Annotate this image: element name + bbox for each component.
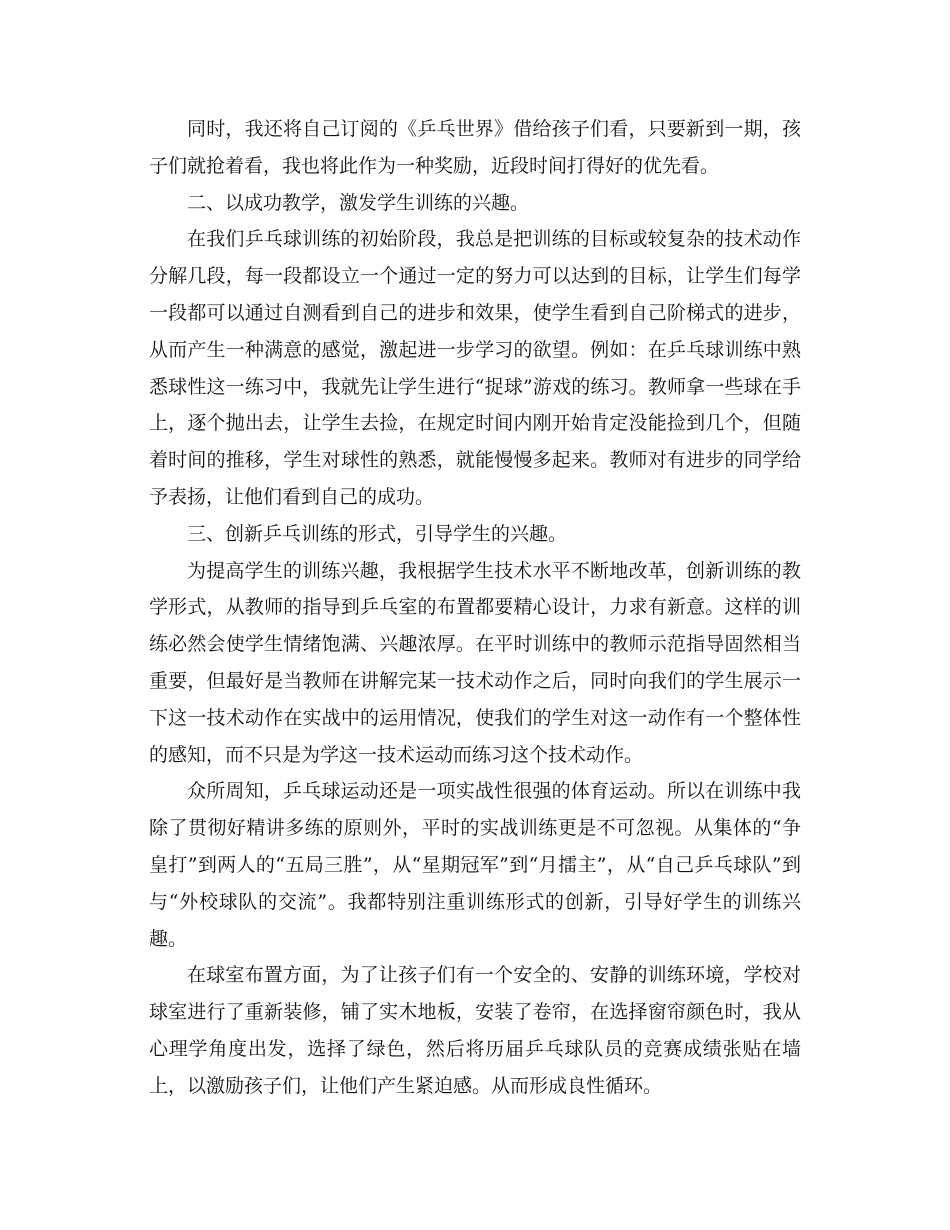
paragraph-room-layout: 在球室布置方面，为了让孩子们有一个安全的、安静的训练环境，学校对球室进行了重新装修，铺了实木地板，安装了卷帘，在选择窗帘颜色时，我从心理学角度出发，选择了绿色，然后将历届乒乓球队员的竞赛成绩张贴在墙上，以激励孩子们，让他们产生紧迫感。从而形成良性循环。 xyxy=(149,964,801,1097)
section-heading-2: 二、以成功教学，激发学生训练的兴趣。 xyxy=(187,191,530,214)
paragraph-training-forms: 为提高学生的训练兴趣，我根据学生技术水平不断地改革，创新训练的教学形式，从教师的指导到乒乓室的布置都要精心设计，力求有新意。这样的训练必然会使学生情绪饱满、兴趣浓厚。在平时训练中的教师示范指导固然相当重要，但最好是当教师在讲解完某一技术动作之后，同时向我们的学生展示一下这一技术动作在实战中的运用情况，使我们的学生对这一动作有一个整体性的感知，而不只是为学这一技术运动而练习这个技术动作。 xyxy=(149,559,801,766)
paragraph-reading-reward: 同时，我还将自己订阅的《乒乓世界》借给孩子们看，只要新到一期，孩子们就抢着看，我也将此作为一种奖励，近段时间打得好的优先看。 xyxy=(149,118,801,177)
document-body xyxy=(149,111,801,1105)
paragraph-practical-training: 众所周知，乒乓球运动还是一项实战性很强的体育运动。所以在训练中我除了贯彻好精讲多练的原则外，平时的实战训练更是不可忽视。从集体的“争皇打”到两人的“五局三胜”，从“星期冠军”到“月擂主”，从“自己乒乓球队”到与“外校球队的交流”。我都特别注重训练形式的创新，引导好学生的训练兴趣。 xyxy=(149,780,801,950)
section-heading-3: 三、创新乒乓训练的形式，引导学生的兴趣。 xyxy=(187,522,568,545)
paragraph-success-teaching: 在我们乒乓球训练的初始阶段，我总是把训练的目标或较复杂的技术动作分解几段，每一段都设立一个通过一定的努力可以达到的目标，让学生们每学一段都可以通过自测看到自己的进步和效果，使学生看到自己阶梯式的进步，从而产生一种满意的感觉，激起进一步学习的欲望。例如：在乒乓球训练中熟悉球性这一练习中，我就先让学生进行“捉球”游戏的练习。教师拿一些球在手上，逐个抛出去，让学生去捡，在规定时间内刚开始肯定没能捡到几个，但随着时间的推移，学生对球性的熟悉，就能慢慢多起来。教师对有进步的同学给予表扬，让他们看到自己的成功。 xyxy=(149,228,801,508)
